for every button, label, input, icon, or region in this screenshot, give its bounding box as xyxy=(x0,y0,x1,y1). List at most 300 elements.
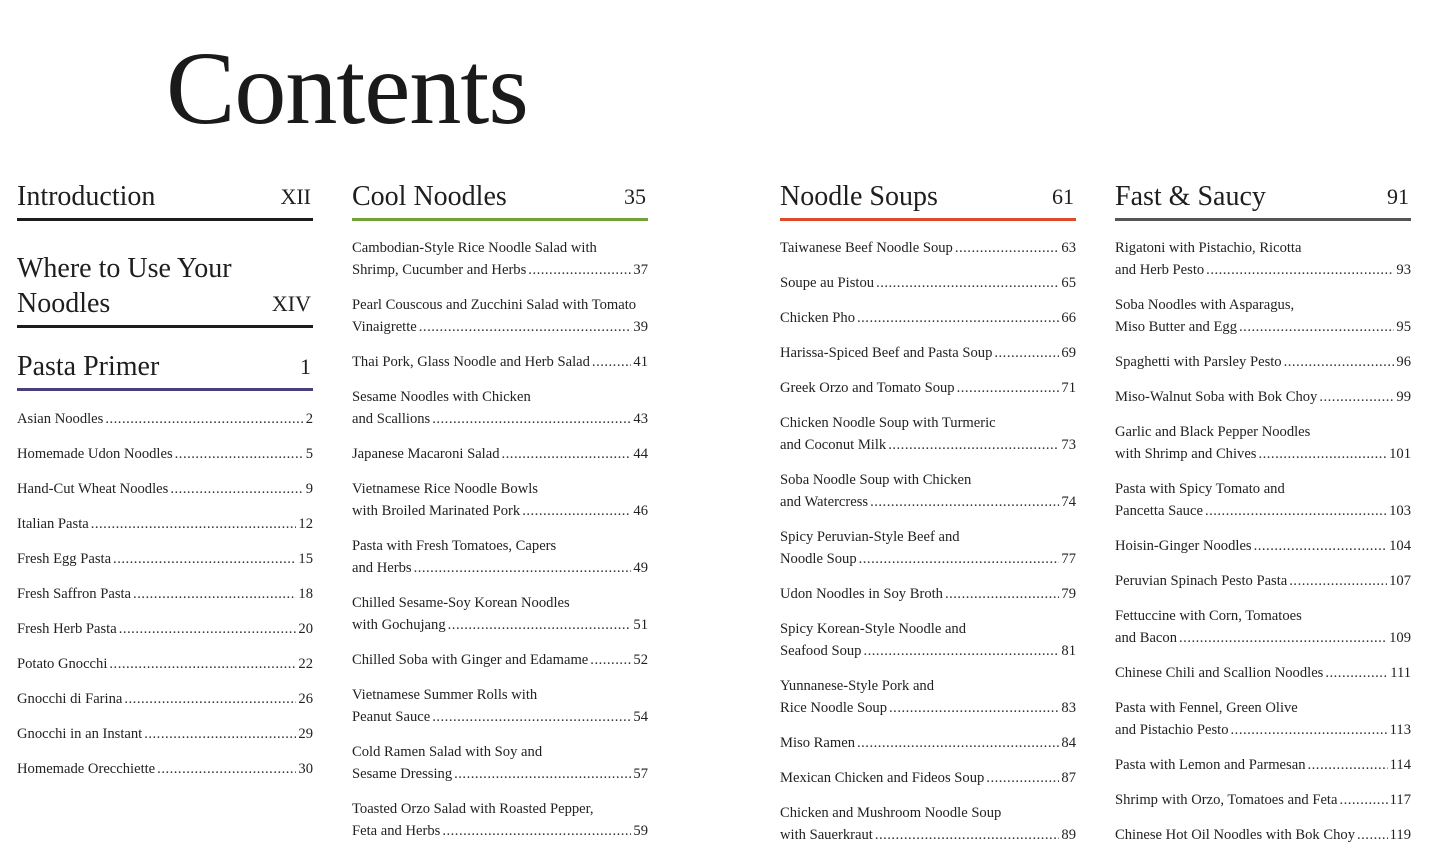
entry-title-line: Taiwanese Beef Noodle Soup xyxy=(780,240,953,256)
entry-title-line: Noodle Soup xyxy=(780,551,857,567)
entry-page-number: 109 xyxy=(1389,630,1411,646)
toc-entry[interactable] xyxy=(780,342,1076,364)
toc-entry[interactable] xyxy=(780,618,1076,662)
entry-page-number: 5 xyxy=(305,446,313,462)
entry-page-number: 59 xyxy=(633,823,648,839)
section-page-number: 1 xyxy=(300,354,311,379)
entry-page-number: 20 xyxy=(298,621,313,637)
entry-title-line: Pasta with Spicy Tomato and xyxy=(1115,481,1285,497)
section-heading-where-to-use-your-noodles[interactable] xyxy=(17,251,313,328)
entry-title-line: Seafood Soup xyxy=(780,643,862,659)
entry-title-line: and Herb Pesto xyxy=(1115,262,1205,278)
entry-page-number: 117 xyxy=(1389,792,1411,808)
section-heading-introduction[interactable] xyxy=(17,180,313,221)
entry-title-line: with Broiled Marinated Pork xyxy=(352,503,521,519)
toc-entry[interactable] xyxy=(352,443,648,465)
entry-title-line: Spicy Korean-Style Noodle and xyxy=(780,621,967,637)
entry-last-line xyxy=(352,820,648,842)
dot-leader xyxy=(454,763,631,785)
dot-leader xyxy=(133,583,296,605)
entry-last-line xyxy=(1115,662,1411,684)
toc-entry[interactable] xyxy=(780,469,1076,513)
dot-leader xyxy=(419,316,632,338)
page-title: Contents xyxy=(166,31,528,146)
dot-leader xyxy=(1289,570,1387,592)
dot-leader xyxy=(1357,824,1388,846)
entry-title-line: Chicken Pho xyxy=(780,310,855,326)
entry-title-line: Hoisin-Ginger Noodles xyxy=(1115,538,1252,554)
toc-entry[interactable] xyxy=(1115,351,1411,373)
entry-title-line: Harissa-Spiced Beef and Pasta Soup xyxy=(780,345,993,361)
entry-title-line: and Watercress xyxy=(780,494,869,510)
entry-title-line: Miso Ramen xyxy=(780,735,855,751)
entry-last-line xyxy=(780,237,1076,259)
entry-last-line xyxy=(780,732,1076,754)
entry-title-line: Gnocchi di Farina xyxy=(17,691,123,707)
entry-last-line xyxy=(17,408,313,430)
entry-title-line: Soupe au Pistou xyxy=(780,275,875,291)
entry-last-line xyxy=(352,763,648,785)
dot-leader xyxy=(863,640,1059,662)
section-page-number: XIV xyxy=(271,291,311,316)
entry-title-line: Homemade Orecchiette xyxy=(17,761,156,777)
entry-page-number: 46 xyxy=(633,503,648,519)
dot-leader xyxy=(502,443,632,465)
toc-entry[interactable] xyxy=(352,237,648,281)
toc-entry[interactable] xyxy=(1115,789,1411,811)
entry-page-number: 39 xyxy=(633,319,648,335)
dot-leader xyxy=(144,723,296,745)
entry-title-line: with Shrimp and Chives xyxy=(1115,446,1257,462)
dot-leader xyxy=(442,820,631,842)
entry-title-line: Chilled Soba with Ginger and Edamame xyxy=(352,652,589,668)
toc-column-1 xyxy=(17,180,313,793)
entry-page-number: 111 xyxy=(1390,665,1411,681)
dot-leader xyxy=(857,732,1059,754)
entry-last-line xyxy=(17,688,313,710)
toc-entry[interactable] xyxy=(352,294,648,338)
entry-page-number: 30 xyxy=(298,761,313,777)
entry-page-number: 57 xyxy=(633,766,648,782)
toc-entry[interactable] xyxy=(1115,386,1411,408)
entry-last-line xyxy=(17,548,313,570)
entry-last-line xyxy=(352,500,648,522)
entry-last-line xyxy=(352,443,648,465)
entry-page-number: 74 xyxy=(1061,494,1076,510)
toc-entry[interactable] xyxy=(780,307,1076,329)
entry-last-line xyxy=(352,557,648,579)
toc-entry[interactable] xyxy=(352,351,648,373)
entry-page-number: 66 xyxy=(1061,310,1076,326)
toc-entry[interactable] xyxy=(1115,421,1411,465)
toc-entry[interactable] xyxy=(17,688,313,710)
entry-title-line: with Sauerkraut xyxy=(780,827,873,843)
entry-last-line xyxy=(17,653,313,675)
section-title: Introduction xyxy=(17,181,156,212)
toc-entry[interactable] xyxy=(1115,237,1411,281)
entry-last-line xyxy=(780,272,1076,294)
entry-title-line: Chilled Sesame-Soy Korean Noodles xyxy=(352,595,570,611)
toc-column-4 xyxy=(1115,180,1411,859)
entry-page-number: 101 xyxy=(1389,446,1411,462)
entry-title-line: Peanut Sauce xyxy=(352,709,431,725)
entry-title-line: Japanese Macaroni Salad xyxy=(352,446,500,462)
entry-page-number: 9 xyxy=(305,481,313,497)
toc-entry[interactable] xyxy=(780,802,1076,846)
entry-list-fast-and-saucy xyxy=(1115,237,1411,846)
entry-title-line: Pasta with Fennel, Green Olive xyxy=(1115,700,1298,716)
dot-leader xyxy=(1325,662,1388,684)
dot-leader xyxy=(528,259,631,281)
dot-leader xyxy=(957,377,1060,399)
dot-leader xyxy=(1231,719,1388,741)
entry-list-cool-noodles xyxy=(352,237,648,842)
dot-leader xyxy=(1254,535,1388,557)
section-page-number: 35 xyxy=(624,184,646,209)
toc-entry[interactable] xyxy=(780,272,1076,294)
entry-page-number: 44 xyxy=(633,446,648,462)
entry-title-line: Udon Noodles in Soy Broth xyxy=(780,586,943,602)
section-title-line-2: Noodles xyxy=(17,288,111,319)
dot-leader xyxy=(414,557,632,579)
entry-title-line: Peruvian Spinach Pesto Pasta xyxy=(1115,573,1288,589)
dot-leader xyxy=(432,706,631,728)
section-title: Noodle Soups xyxy=(780,181,938,212)
entry-title-line: Chicken Noodle Soup with Turmeric xyxy=(780,415,996,431)
dot-leader xyxy=(170,478,303,500)
section-title: Fast & Saucy xyxy=(1115,181,1266,212)
entry-last-line xyxy=(17,478,313,500)
entry-last-line xyxy=(780,548,1076,570)
entry-page-number: 22 xyxy=(298,656,313,672)
entry-page-number: 103 xyxy=(1389,503,1411,519)
entry-last-line xyxy=(1115,754,1411,776)
section-title: Pasta Primer xyxy=(17,351,160,382)
dot-leader xyxy=(432,408,631,430)
entry-title-line: and Bacon xyxy=(1115,630,1178,646)
entry-title-line: Pearl Couscous and Zucchini Salad with Tomato xyxy=(352,297,637,313)
entry-last-line xyxy=(1115,316,1411,338)
section-heading-noodle-soups[interactable] xyxy=(780,180,1076,221)
dot-leader xyxy=(175,443,304,465)
toc-entry[interactable] xyxy=(1115,754,1411,776)
entry-page-number: 18 xyxy=(298,586,313,602)
toc-entry[interactable] xyxy=(17,618,313,640)
dot-leader xyxy=(105,408,303,430)
entry-last-line xyxy=(780,583,1076,605)
entry-page-number: 89 xyxy=(1061,827,1076,843)
section-title: Cool Noodles xyxy=(352,181,507,212)
entry-last-line xyxy=(780,377,1076,399)
dot-leader xyxy=(859,548,1060,570)
entry-page-number: 43 xyxy=(633,411,648,427)
entry-title-line: Pasta with Lemon and Parmesan xyxy=(1115,757,1306,773)
entry-page-number: 73 xyxy=(1061,437,1076,453)
entry-title-line: Miso-Walnut Soba with Bok Choy xyxy=(1115,389,1318,405)
dot-leader xyxy=(522,500,631,522)
entry-page-number: 114 xyxy=(1389,757,1411,773)
entry-last-line xyxy=(352,706,648,728)
entry-title-line: Shrimp, Cucumber and Herbs xyxy=(352,262,527,278)
entry-title-line: and Pistachio Pesto xyxy=(1115,722,1229,738)
dot-leader xyxy=(888,434,1059,456)
toc-entry[interactable] xyxy=(780,412,1076,456)
entry-page-number: 104 xyxy=(1389,538,1411,554)
entry-title-line: Toasted Orzo Salad with Roasted Pepper, xyxy=(352,801,594,817)
entry-title-line: Shrimp with Orzo, Tomatoes and Feta xyxy=(1115,792,1338,808)
dot-leader xyxy=(1258,443,1387,465)
toc-entry[interactable] xyxy=(17,758,313,780)
dot-leader xyxy=(592,351,631,373)
entry-page-number: 99 xyxy=(1396,389,1411,405)
dot-leader xyxy=(889,697,1059,719)
entry-title-line: and Herbs xyxy=(352,560,412,576)
dot-leader xyxy=(157,758,296,780)
entry-title-line: Asian Noodles xyxy=(17,411,104,427)
entry-last-line xyxy=(1115,789,1411,811)
entry-page-number: 29 xyxy=(298,726,313,742)
entry-page-number: 52 xyxy=(633,652,648,668)
entry-title-line: Feta and Herbs xyxy=(352,823,441,839)
dot-leader xyxy=(590,649,631,671)
entry-last-line xyxy=(352,614,648,636)
entry-last-line xyxy=(1115,824,1411,846)
entry-page-number: 95 xyxy=(1396,319,1411,335)
entry-title-line: with Gochujang xyxy=(352,617,446,633)
toc-entry[interactable] xyxy=(17,513,313,535)
toc-entry[interactable] xyxy=(1115,570,1411,592)
toc-entry[interactable] xyxy=(17,443,313,465)
entry-last-line xyxy=(17,723,313,745)
entry-title-line: Italian Pasta xyxy=(17,516,89,532)
section-page-number: 61 xyxy=(1052,184,1074,209)
dot-leader xyxy=(109,653,296,675)
entry-last-line xyxy=(780,307,1076,329)
dot-leader xyxy=(1206,259,1394,281)
entry-last-line xyxy=(352,649,648,671)
dot-leader xyxy=(1339,789,1387,811)
entry-page-number: 26 xyxy=(298,691,313,707)
entry-last-line xyxy=(780,824,1076,846)
toc-entry[interactable] xyxy=(1115,535,1411,557)
entry-title-line: Thai Pork, Glass Noodle and Herb Salad xyxy=(352,354,590,370)
entry-last-line xyxy=(780,342,1076,364)
entry-last-line xyxy=(1115,259,1411,281)
entry-list-pasta-primer xyxy=(17,408,313,780)
entry-title-line: Pancetta Sauce xyxy=(1115,503,1203,519)
entry-title-line: Vietnamese Rice Noodle Bowls xyxy=(352,481,538,497)
entry-title-line: Fresh Herb Pasta xyxy=(17,621,117,637)
toc-entry[interactable] xyxy=(352,386,648,430)
dot-leader xyxy=(448,614,632,636)
section-heading-pasta-primer[interactable] xyxy=(17,350,313,391)
toc-entry[interactable] xyxy=(352,649,648,671)
dot-leader xyxy=(857,307,1059,329)
entry-title-line: Chicken and Mushroom Noodle Soup xyxy=(780,805,1002,821)
entry-last-line xyxy=(780,491,1076,513)
entry-page-number: 12 xyxy=(298,516,313,532)
entry-title-line: Chinese Hot Oil Noodles with Bok Choy xyxy=(1115,827,1355,843)
entry-page-number: 113 xyxy=(1389,722,1411,738)
entry-last-line xyxy=(1115,351,1411,373)
entry-last-line xyxy=(17,583,313,605)
entry-last-line xyxy=(352,408,648,430)
section-page-number: 91 xyxy=(1387,184,1409,209)
entry-page-number: 87 xyxy=(1061,770,1076,786)
toc-entry[interactable] xyxy=(780,583,1076,605)
entry-page-number: 51 xyxy=(633,617,648,633)
entry-last-line xyxy=(352,351,648,373)
entry-page-number: 49 xyxy=(633,560,648,576)
toc-entry[interactable] xyxy=(352,684,648,728)
dot-leader xyxy=(955,237,1060,259)
section-heading-fast-and-saucy[interactable] xyxy=(1115,180,1411,221)
entry-page-number: 41 xyxy=(633,354,648,370)
entry-title-line: Spaghetti with Parsley Pesto xyxy=(1115,354,1282,370)
entry-page-number: 63 xyxy=(1061,240,1076,256)
entry-title-line: Spicy Peruvian-Style Beef and xyxy=(780,529,960,545)
entry-title-line: Miso Butter and Egg xyxy=(1115,319,1238,335)
entry-title-line: and Scallions xyxy=(352,411,431,427)
section-title-line-1: Where to Use Your xyxy=(17,253,232,284)
entry-title-line: Greek Orzo and Tomato Soup xyxy=(780,380,955,396)
dot-leader xyxy=(113,548,296,570)
entry-title-line: Garlic and Black Pepper Noodles xyxy=(1115,424,1311,440)
section-heading-cool-noodles[interactable] xyxy=(352,180,648,221)
entry-last-line xyxy=(780,434,1076,456)
dot-leader xyxy=(1239,316,1394,338)
entry-title-line: Sesame Noodles with Chicken xyxy=(352,389,531,405)
entry-last-line xyxy=(1115,627,1411,649)
entry-title-line: Fresh Saffron Pasta xyxy=(17,586,132,602)
entry-title-line: Vietnamese Summer Rolls with xyxy=(352,687,538,703)
toc-entry[interactable] xyxy=(1115,478,1411,522)
entry-page-number: 119 xyxy=(1389,827,1411,843)
entry-page-number: 77 xyxy=(1061,551,1076,567)
dot-leader xyxy=(1179,627,1387,649)
entry-title-line: Hand-Cut Wheat Noodles xyxy=(17,481,169,497)
toc-entry[interactable] xyxy=(352,592,648,636)
toc-entry[interactable] xyxy=(780,767,1076,789)
entry-title-line: Gnocchi in an Instant xyxy=(17,726,143,742)
entry-page-number: 54 xyxy=(633,709,648,725)
toc-entry[interactable] xyxy=(17,478,313,500)
entry-last-line xyxy=(17,513,313,535)
entry-last-line xyxy=(17,618,313,640)
dot-leader xyxy=(124,688,296,710)
dot-leader xyxy=(986,767,1059,789)
dot-leader xyxy=(1205,500,1387,522)
entry-last-line xyxy=(1115,500,1411,522)
toc-entry[interactable] xyxy=(17,653,313,675)
entry-last-line xyxy=(1115,535,1411,557)
toc-entry[interactable] xyxy=(17,583,313,605)
toc-entry[interactable] xyxy=(780,237,1076,259)
entry-last-line xyxy=(17,443,313,465)
toc-entry[interactable] xyxy=(780,732,1076,754)
toc-entry[interactable] xyxy=(1115,824,1411,846)
dot-leader xyxy=(876,272,1059,294)
entry-page-number: 69 xyxy=(1061,345,1076,361)
dot-leader xyxy=(870,491,1059,513)
entry-page-number: 96 xyxy=(1396,354,1411,370)
entry-title-line: Soba Noodle Soup with Chicken xyxy=(780,472,972,488)
entry-last-line xyxy=(17,758,313,780)
toc-entry[interactable] xyxy=(17,408,313,430)
dot-leader xyxy=(119,618,297,640)
entry-page-number: 107 xyxy=(1389,573,1411,589)
entry-page-number: 93 xyxy=(1396,262,1411,278)
toc-entry[interactable] xyxy=(780,675,1076,719)
entry-page-number: 84 xyxy=(1061,735,1076,751)
toc-column-2 xyxy=(352,180,648,855)
entry-title-line: Soba Noodles with Asparagus, xyxy=(1115,297,1295,313)
dot-leader xyxy=(875,824,1060,846)
toc-entry[interactable] xyxy=(17,723,313,745)
entry-page-number: 83 xyxy=(1061,700,1076,716)
entry-title-line: Chinese Chili and Scallion Noodles xyxy=(1115,665,1324,681)
entry-title-line: Yunnanese-Style Pork and xyxy=(780,678,935,694)
entry-title-line: Fettuccine with Corn, Tomatoes xyxy=(1115,608,1302,624)
entry-page-number: 79 xyxy=(1061,586,1076,602)
section-title xyxy=(17,251,232,321)
entry-title-line: Cold Ramen Salad with Soy and xyxy=(352,744,543,760)
toc-entry[interactable] xyxy=(780,526,1076,570)
toc-entry[interactable] xyxy=(1115,697,1411,741)
entry-page-number: 15 xyxy=(298,551,313,567)
entry-title-line: and Coconut Milk xyxy=(780,437,887,453)
toc-entry[interactable] xyxy=(1115,294,1411,338)
entry-last-line xyxy=(1115,719,1411,741)
toc-entry[interactable] xyxy=(352,535,648,579)
dot-leader xyxy=(1308,754,1388,776)
dot-leader xyxy=(1319,386,1394,408)
toc-entry[interactable] xyxy=(1115,662,1411,684)
entry-title-line: Rigatoni with Pistachio, Ricotta xyxy=(1115,240,1302,256)
toc-entry[interactable] xyxy=(780,377,1076,399)
entry-title-line: Rice Noodle Soup xyxy=(780,700,888,716)
dot-leader xyxy=(1284,351,1395,373)
entry-last-line xyxy=(1115,570,1411,592)
toc-entry[interactable] xyxy=(352,741,648,785)
entry-title-line: Cambodian-Style Rice Noodle Salad with xyxy=(352,240,597,256)
dot-leader xyxy=(91,513,297,535)
dot-leader xyxy=(994,342,1059,364)
entry-page-number: 37 xyxy=(633,262,648,278)
entry-last-line xyxy=(780,697,1076,719)
toc-entry[interactable] xyxy=(1115,605,1411,649)
entry-last-line xyxy=(780,640,1076,662)
entry-title-line: Potato Gnocchi xyxy=(17,656,108,672)
entry-last-line xyxy=(1115,386,1411,408)
section-page-number: XII xyxy=(280,184,311,209)
entry-page-number: 2 xyxy=(305,411,313,427)
toc-entry[interactable] xyxy=(352,478,648,522)
entry-page-number: 71 xyxy=(1061,380,1076,396)
entry-title-line: Fresh Egg Pasta xyxy=(17,551,112,567)
toc-entry[interactable] xyxy=(352,798,648,842)
dot-leader xyxy=(945,583,1059,605)
toc-column-3 xyxy=(780,180,1076,859)
entry-page-number: 81 xyxy=(1061,643,1076,659)
entry-last-line xyxy=(780,767,1076,789)
toc-entry[interactable] xyxy=(17,548,313,570)
entry-last-line xyxy=(352,316,648,338)
entry-title-line: Homemade Udon Noodles xyxy=(17,446,173,462)
entry-last-line xyxy=(1115,443,1411,465)
entry-title-line: Mexican Chicken and Fideos Soup xyxy=(780,770,985,786)
entry-title-line: Vinaigrette xyxy=(352,319,417,335)
